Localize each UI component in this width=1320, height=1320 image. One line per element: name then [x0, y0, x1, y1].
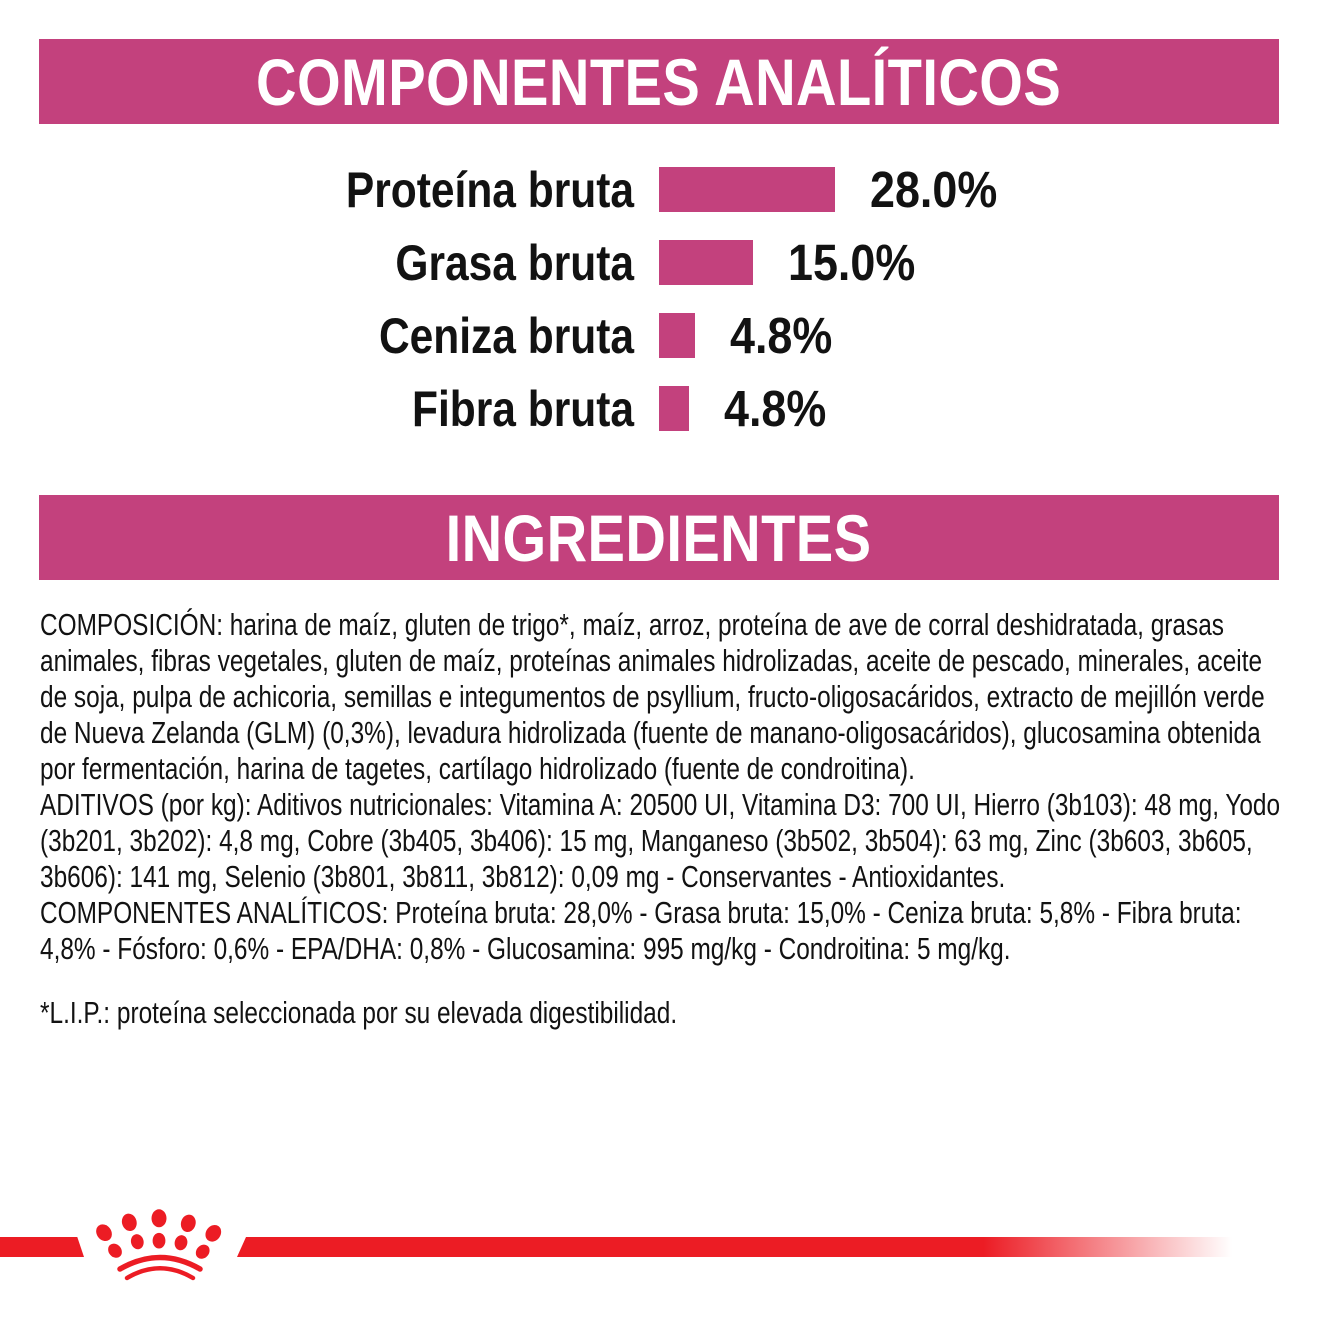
lip-footnote: *L.I.P.: proteína seleccionada por su elevada digestibilidad. [40, 996, 678, 1030]
ingredients-banner [39, 495, 1279, 580]
analytical-components-title: COMPONENTES ANALÍTICOS [256, 44, 1062, 119]
chart-value-label: 28.0% [869, 161, 998, 218]
chart-bar [659, 313, 695, 358]
chart-value-label: 4.8% [730, 307, 833, 364]
chart-category-label: Grasa bruta [395, 234, 634, 291]
royal-canin-crown-paw-icon [95, 1205, 225, 1290]
chart-row-protein [0, 161, 1320, 218]
chart-category-label: Fibra bruta [412, 380, 634, 437]
chart-bar [659, 386, 689, 431]
analytical-components-chart [0, 161, 1320, 459]
ingredients-text-block [40, 607, 1285, 1031]
chart-row-fat [0, 234, 1320, 291]
analytical-components-banner [39, 39, 1279, 124]
additives-paragraph: ADITIVOS (por kg): Aditivos nutricionales: Vitamina A: 20500 UI, Vitamina D3: 700 UI, Hierro (3b103): 48 mg, Yodo (3b201, 3b202): 4,8 mg, Cobre (3b405, 3b406): 15 mg, Manganeso (3b502, 3b504): 63 mg, Zinc (3b603, 3b605, 3b606): 141 mg, Selenio (3b801, 3b811, 3b812): 0,09 mg - Conservantes - Antioxidantes. [40, 788, 1281, 894]
analytical-constituents-paragraph: COMPONENTES ANALÍTICOS: Proteína bruta: 28,0% - Grasa bruta: 15,0% - Ceniza bruta: 5,8% - Fibra bruta: 4,8% - Fósforo: 0,6% - EPA/DHA: 0,8% - Glucosamina: 995 mg/kg - Condroitina: 5 mg/kg. [40, 896, 1242, 966]
red-line-left-segment [0, 1237, 84, 1257]
chart-bar [659, 167, 835, 212]
chart-row-fibre [0, 380, 1320, 437]
chart-row-ash [0, 307, 1320, 364]
chart-category-label: Ceniza bruta [378, 307, 634, 364]
chart-value-label: 4.8% [724, 380, 827, 437]
chart-value-label: 15.0% [788, 234, 916, 291]
composition-paragraph: COMPOSICIÓN: harina de maíz, gluten de trigo*, maíz, arroz, proteína de ave de corral deshidratada, grasas animales, fibras vegetales, gluten de maíz, proteínas animales hidrolizadas, aceite de pescado, minerales, aceite de soja, pulpa de achicoria, semillas e integumentos de psyllium, fructo-oligosacáridos, extracto de mejillón verde de Nueva Zelanda (GLM) (0,3%), levadura hidrolizada (fuente de manano-oligosacáridos), glucosamina obtenida por fermentación, harina de tagetes, cartílago hidrolizado (fuente de condroitina). [40, 608, 1265, 786]
red-line-right-segment [237, 1237, 1232, 1257]
chart-bar [659, 240, 753, 285]
ingredients-title: INGREDIENTES [446, 500, 872, 575]
chart-category-label: Proteína bruta [345, 161, 634, 218]
